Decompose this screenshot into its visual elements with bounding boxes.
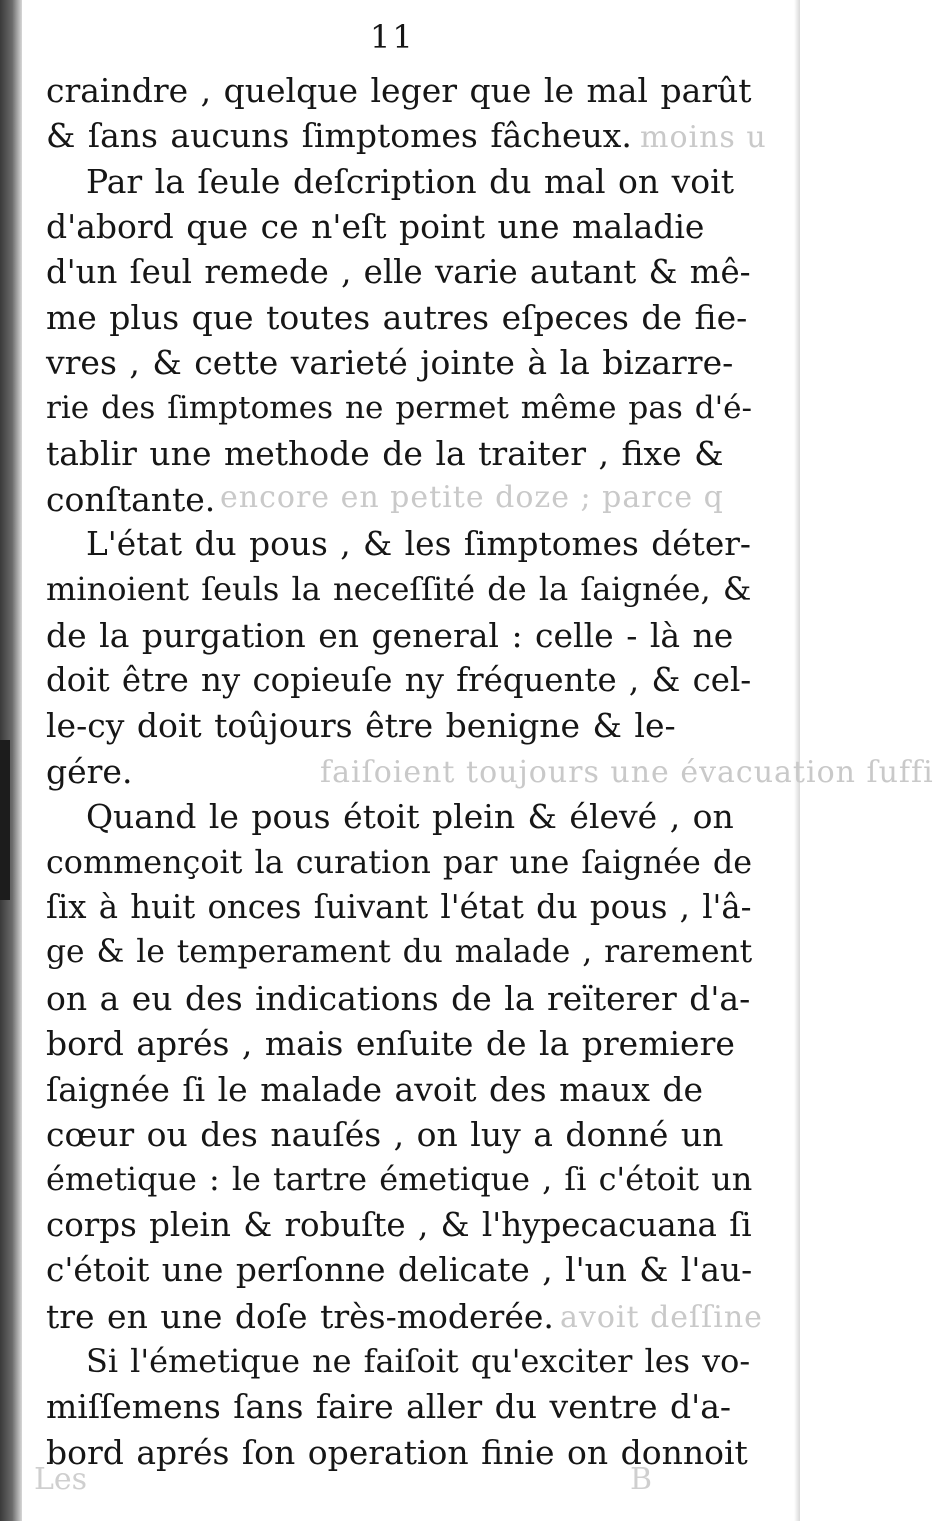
show-through-text: avoit deſſine [560,1300,763,1335]
paragraph-start-line: Par la ſeule deſcription du mal on voit [86,161,734,201]
text-line: ge & le temperament du malade , rarement [46,934,753,971]
show-through-signature: B [630,1462,653,1497]
text-line: émetique : le tartre émetique , ſi c'étoit un [46,1160,753,1199]
paragraph-start-line: Si l'émetique ne faiſoit qu'exciter les vo- [86,1341,751,1380]
text-line: ſix à huit onces ſuivant l'état du pous , l'â- [46,888,752,927]
text-line: minoient ſeuls la neceſſité de la ſaignée, & [46,570,752,609]
body-text [46,68,752,1475]
page-number: 11 [370,18,415,56]
text-line: vres , & cette varieté jointe à la bizarre- [46,343,734,383]
text-line: commençoit la curation par une ſaignée de [46,843,753,881]
text-line: le-cy doit toûjours être benigne & le- [46,706,676,746]
text-line: ſaignée ſi le malade avoit des maux de [46,1069,704,1109]
text-line: c'étoit une perſonne delicate , l'un & l'au- [46,1251,753,1290]
show-through-text: moins u [640,120,767,155]
text-line: bord aprés ſon operation finie on donnoit [46,1432,748,1472]
show-through-text: faiſoient toujours une évacuation ſuffi [320,755,934,790]
text-line: gére. [46,751,133,791]
text-line: doit être ny copieuſe ny fréquente , & cel- [46,661,752,700]
text-line: d'un ſeul remede , elle varie autant & mê- [46,252,751,291]
text-line: craindre , quelque leger que le mal parût [46,71,752,110]
text-line: tablir une methode de la traiter , fixe & [46,434,724,474]
text-line: tre en une doſe très-moderée. [46,1296,554,1336]
binding-edge-mark [0,740,10,900]
show-through-text: encore en petite doze ; parce q [220,480,724,515]
show-through-catchword: Les [34,1462,88,1497]
text-line: cœur ou des nauſés , on luy a donné un [46,1114,724,1154]
paragraph-start-line: L'état du pous , & les ſimptomes déter- [86,524,751,563]
text-line: on a eu des indications de la reïterer d'a- [46,978,751,1018]
text-line: bord aprés , mais enſuite de la premiere [46,1024,735,1064]
text-line: de la purgation en general : celle - là ne [46,615,734,655]
footer-show-through [30,1462,770,1512]
paragraph-start-line: Quand le pous étoit plein & élevé , on [86,797,734,837]
text-line: rie des ſimptomes ne permet même pas d'é- [46,389,753,426]
text-line: corps plein & robuſte , & l'hypecacuana ſi [46,1205,752,1244]
text-line: me plus que toutes autres eſpeces de fie- [46,297,748,337]
text-line: & ſans aucuns ſimptomes fâcheux. [46,116,632,156]
text-line: miſſemens ſans faire aller du ventre d'a- [46,1387,732,1427]
text-line: d'abord que ce n'eſt point une maladie [46,207,705,247]
text-line: conſtante. [46,479,216,519]
